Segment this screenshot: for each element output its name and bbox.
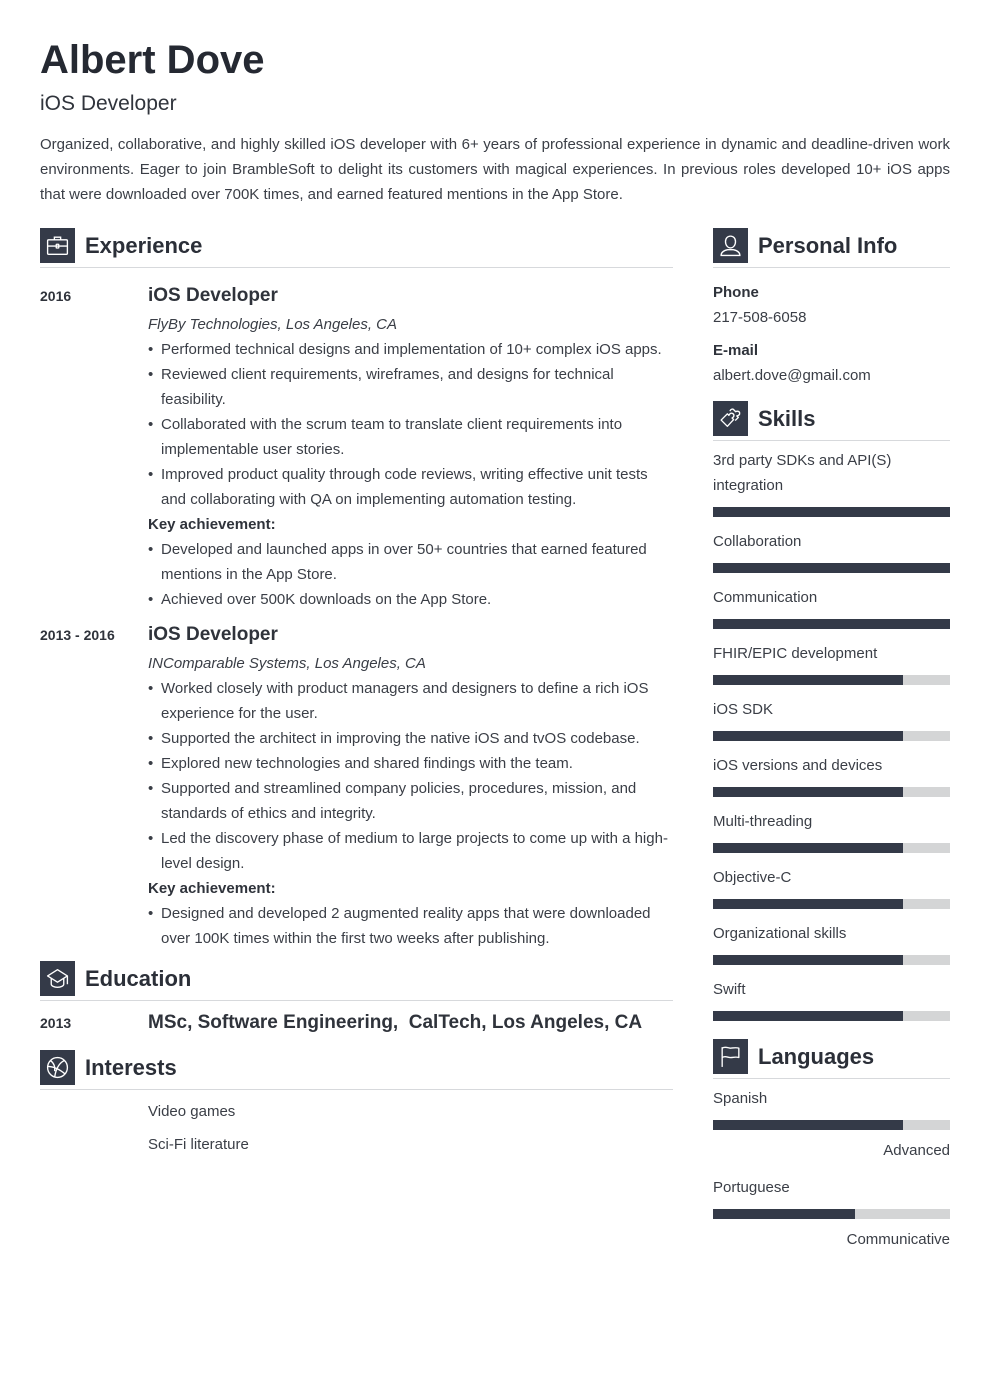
bullet-item: • Supported the architect in improving the native iOS and tvOS codebase. xyxy=(148,726,673,751)
bullet-item: • Collaborated with the scrum team to translate client requirements into implementable user stories. xyxy=(148,412,673,462)
skill-name: iOS versions and devices xyxy=(713,757,883,774)
skill-name: Organizational skills xyxy=(713,925,847,942)
skills-section xyxy=(713,401,950,1021)
languages-section xyxy=(713,1039,950,1252)
skill-name: Multi-threading xyxy=(713,813,813,830)
skill-level-fill xyxy=(713,675,903,685)
graduation-cap-icon xyxy=(40,961,75,996)
job-entry xyxy=(40,282,673,612)
email-value: albert.dove@gmail.com xyxy=(713,367,871,384)
language-level-label: Communicative xyxy=(846,1231,950,1248)
bullet-item: • Improved product quality through code reviews, writing effective unit tests and collaborating with QA on implementing automation testing. xyxy=(148,462,673,512)
skill-item xyxy=(713,641,950,685)
skill-name: FHIR/EPIC development xyxy=(713,645,878,662)
skill-level-bar xyxy=(713,675,950,685)
section-title: Education xyxy=(85,966,192,991)
bullet-item: • Supported and streamlined company policies, procedures, mission, and standards of ethics and integrity. xyxy=(148,776,673,826)
job-bullets xyxy=(148,676,673,876)
skill-level-fill xyxy=(713,787,903,797)
section-title: Skills xyxy=(758,406,816,431)
education-date: 2013 xyxy=(40,1015,72,1031)
interest-item: Video games xyxy=(148,1103,236,1120)
bullet-item: • Worked closely with product managers and designers to define a rich iOS experience for the user. xyxy=(148,676,673,726)
skill-item xyxy=(713,585,950,629)
key-achievement-label: Key achievement: xyxy=(148,880,276,897)
achievement-item: • Designed and developed 2 augmented reality apps that were downloaded over 100K times within the first two weeks after publishing. xyxy=(148,901,673,951)
achievement-item: • Achieved over 500K downloads on the App Store. xyxy=(148,587,673,612)
skill-item xyxy=(713,753,950,797)
interests-section xyxy=(40,1050,673,1161)
job-title: iOS Developer xyxy=(148,624,278,645)
education-entry xyxy=(40,1012,673,1034)
skill-level-bar xyxy=(713,955,950,965)
section-header-languages xyxy=(713,1039,950,1074)
skill-level-fill xyxy=(713,731,903,741)
job-title: iOS Developer xyxy=(148,285,278,306)
education-section xyxy=(40,961,673,1034)
skill-item xyxy=(713,809,950,853)
skills-list xyxy=(713,448,950,1021)
sidebar-column xyxy=(713,228,950,1252)
section-header-education xyxy=(40,961,673,996)
skill-name: iOS SDK xyxy=(713,701,774,718)
personal-info-section xyxy=(713,228,950,388)
achievement-item: • Developed and launched apps in over 50+ countries that earned featured mentions in the App Store. xyxy=(148,537,673,587)
basketball-icon xyxy=(40,1050,75,1085)
user-icon xyxy=(713,228,748,263)
interest-item: Sci-Fi literature xyxy=(148,1136,249,1153)
interests-list xyxy=(40,1095,673,1161)
skill-name: Collaboration xyxy=(713,533,802,550)
education-degree: MSc, Software Engineering, CalTech, Los Angeles, CA xyxy=(148,1012,643,1033)
job-bullets xyxy=(148,337,673,512)
bullet-item: • Reviewed client requirements, wireframes, and designs for technical feasibility. xyxy=(148,362,673,412)
skill-level-bar xyxy=(713,1011,950,1021)
section-title: Interests xyxy=(85,1055,177,1080)
bullet-item: • Led the discovery phase of medium to large projects to come up with a high-level design. xyxy=(148,826,673,876)
puzzle-icon xyxy=(713,401,748,436)
key-achievement-label: Key achievement: xyxy=(148,516,276,533)
candidate-name: Albert Dove xyxy=(40,38,265,82)
section-header-skills xyxy=(713,401,950,436)
skill-level-bar xyxy=(713,843,950,853)
job-list xyxy=(40,282,673,951)
phone-label: Phone xyxy=(713,284,759,301)
skill-level-fill xyxy=(713,899,903,909)
skill-level-bar xyxy=(713,899,950,909)
skill-item xyxy=(713,865,950,909)
language-level-fill xyxy=(713,1209,855,1219)
bullet-item: • Performed technical designs and implementation of 10+ complex iOS apps. xyxy=(148,337,673,362)
skill-level-fill xyxy=(713,507,950,517)
job-company: INComparable Systems, Los Angeles, CA xyxy=(148,655,426,672)
language-item xyxy=(713,1175,950,1252)
skill-item xyxy=(713,977,950,1021)
languages-list xyxy=(713,1086,950,1252)
skill-level-bar xyxy=(713,787,950,797)
skill-level-bar xyxy=(713,563,950,573)
summary-paragraph: Organized, collaborative, and highly skilled iOS developer with 6+ years of professional experience in dynamic and deadline-driven work environments. Eager to join BrambleSoft to delight its customers with magical experiences. In previous roles developed 10+ iOS apps that were downloaded over 700K times, and earned featured mentions in the App Store. xyxy=(40,136,950,203)
skill-level-fill xyxy=(713,955,903,965)
skill-level-fill xyxy=(713,843,903,853)
resume-header xyxy=(40,36,950,207)
section-title: Experience xyxy=(85,233,203,258)
job-entry xyxy=(40,621,673,951)
skill-level-bar xyxy=(713,507,950,517)
skill-name: Communication xyxy=(713,589,818,606)
experience-section xyxy=(40,228,673,951)
language-level-label: Advanced xyxy=(883,1142,950,1159)
candidate-role: iOS Developer xyxy=(40,92,177,115)
language-item xyxy=(713,1086,950,1163)
section-header-personal-info xyxy=(713,228,950,263)
language-level-bar xyxy=(713,1120,950,1130)
job-date: 2016 xyxy=(40,288,72,304)
job-company: FlyBy Technologies, Los Angeles, CA xyxy=(148,316,398,333)
flag-icon xyxy=(713,1039,748,1074)
skill-item xyxy=(713,529,950,573)
bullet-item: • Explored new technologies and shared findings with the team. xyxy=(148,751,673,776)
achievement-bullets xyxy=(148,537,673,612)
achievement-bullets xyxy=(148,901,673,951)
language-name: Spanish xyxy=(713,1090,768,1107)
skill-level-fill xyxy=(713,563,950,573)
language-name: Portuguese xyxy=(713,1179,790,1196)
section-title: Personal Info xyxy=(758,233,898,258)
section-header-interests xyxy=(40,1050,673,1085)
skill-level-bar xyxy=(713,731,950,741)
skill-item xyxy=(713,921,950,965)
skill-item xyxy=(713,697,950,741)
main-column xyxy=(40,228,673,1161)
briefcase-icon xyxy=(40,228,75,263)
section-title: Languages xyxy=(758,1044,875,1069)
skill-level-fill xyxy=(713,619,950,629)
job-date: 2013 - 2016 xyxy=(40,627,115,643)
language-level-bar xyxy=(713,1209,950,1219)
skill-level-fill xyxy=(713,1011,903,1021)
section-header-experience xyxy=(40,228,673,263)
skill-name: Swift xyxy=(713,981,746,998)
phone-value: 217-508-6058 xyxy=(713,309,807,326)
language-level-fill xyxy=(713,1120,903,1130)
skill-name: 3rd party SDKs and API(S) integration xyxy=(713,452,892,494)
email-label: E-mail xyxy=(713,342,759,359)
skill-level-bar xyxy=(713,619,950,629)
skill-item xyxy=(713,448,950,517)
skill-name: Objective-C xyxy=(713,869,792,886)
